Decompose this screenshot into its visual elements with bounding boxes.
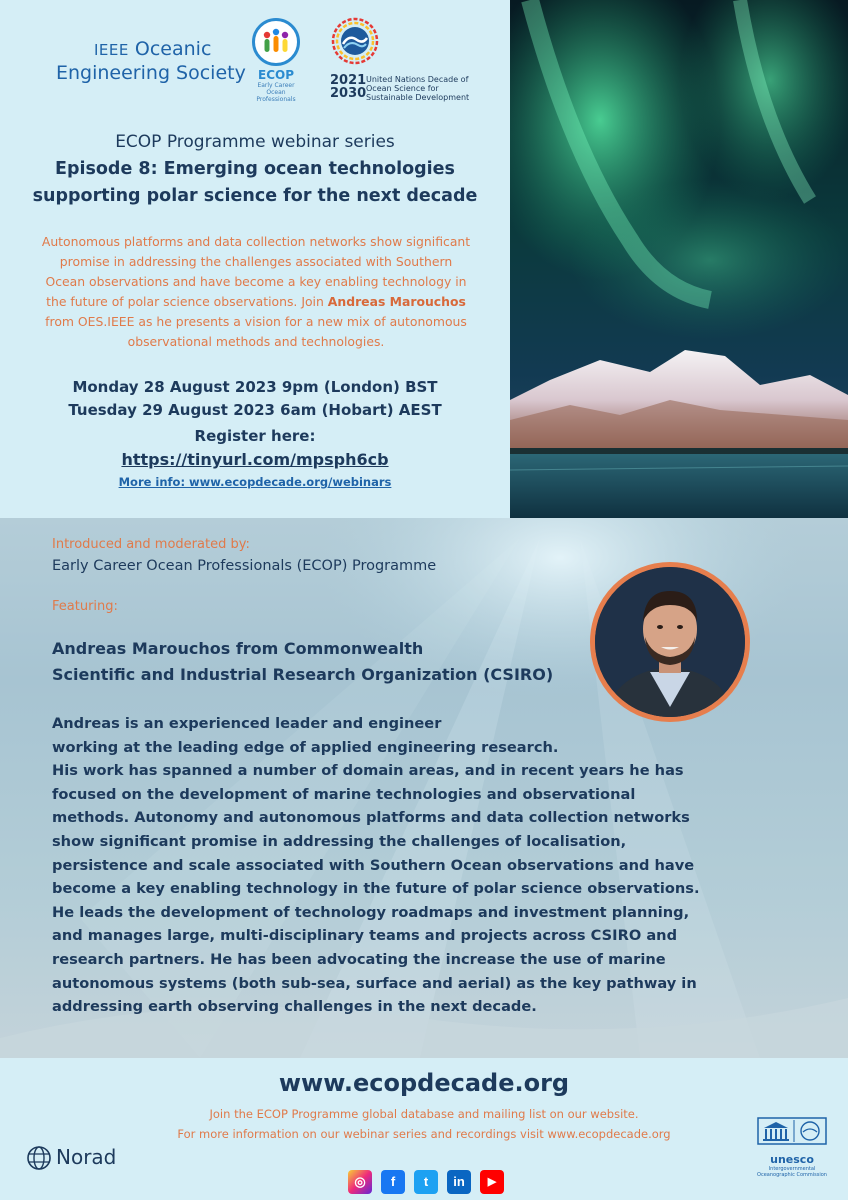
date-london: Monday 28 August 2023 9pm (London) BST [72,378,438,396]
speaker-name: Andreas Marouchos from Commonwealth Scientific and Industrial Research Organization (CSIRO) [52,639,554,684]
date-hobart: Tuesday 29 August 2023 6am (Hobart) AEST [68,401,442,419]
norad-wordmark: Norad [56,1145,117,1169]
un-decade-text: United Nations Decade of Ocean Science for Sustainable Development [366,75,470,102]
event-dates [0,376,510,422]
unesco-wordmark: unesco [770,1153,814,1166]
unesco-ioc-logo [752,1116,832,1196]
register-label: Register here: [194,427,316,445]
featuring-label: Featuring: [52,599,118,614]
join-line: Join the ECOP Programme global database and mailing list on our website. [209,1107,639,1121]
unesco-temple-icon [756,1116,828,1146]
recordings-line: For more information on our webinar series and recordings visit www.ecopdecade.org [177,1127,671,1141]
speaker-bio [52,712,772,1019]
intro-text: Autonomous platforms and data collection networks show significant promise in addressing the challenges associated with Southern Ocean observations and have become a key enabling technology in the future of polar science observations. [41,234,471,309]
youtube-icon[interactable]: ▶ [480,1170,504,1194]
intro-paragraph: Autonomous platforms and data collection networks show significant promise in addressing the challenges associated with Southern Ocean observations and have become a key enabling technology in the future of polar science observations. Join Andreas Marouchos from OES.IEEE as he presents a vision for a new mix of autonomous observational methods and technologies. [41,234,471,349]
ecop-people-icon [252,18,300,66]
ieee-prefix: IEEE [94,41,129,59]
episode-title: Episode 8: Emerging ocean technologies supporting polar science for the next decade [32,159,478,206]
header-section [0,0,848,518]
speaker-highlight: Andreas Marouchos [327,294,466,309]
footer-section [0,1058,848,1200]
header-text-panel [0,0,510,518]
linkedin-icon[interactable]: in [447,1170,471,1194]
un-ocean-decade-logo [330,16,480,106]
speaker-portrait [590,562,750,722]
footer-info [0,1104,848,1144]
instagram-icon[interactable]: ◎ [348,1170,372,1194]
social-links [348,1170,504,1194]
facebook-icon[interactable]: f [381,1170,405,1194]
speaker-section [0,518,848,1058]
ieee-line1: Oceanic [128,38,212,60]
website-link[interactable]: www.ecopdecade.org [278,1069,570,1097]
webinar-series-title: ECOP Programme webinar series [115,132,395,152]
globe-icon [26,1145,52,1171]
bio-text: Andreas is an experienced leader and engineer working at the leading edge of applied engineering research. His work has spanned a number of domain areas, and in recent years he has focused on the development of marine technologies and observational methods. Autonomy and autonomous platforms and data collection networks show significant promise in addressing the challenges of localisation, persistence and scale associated with Southern Ocean observations and have become a key enabling technology in the future of polar science observations. He leads the development of technology roadmaps and investment planning, and manages large, multi-disciplinary teams and projects across CSIRO and research partners. He has been advocating the increase the use of marine autonomous systems (both sub-sea, surface and aerial) as the key pathway in addressing earth observing challenges in the next decade. [52,715,700,1016]
ioc-text: Intergovernmental Oceanographic Commission [757,1166,827,1178]
twitter-icon[interactable]: t [414,1170,438,1194]
register-link[interactable]: https://tinyurl.com/mpsph6cb [121,450,389,469]
ieee-line2: Engineering Society [56,62,246,84]
introduced-label: Introduced and moderated by: [52,537,250,552]
ecop-name: ECOP [258,68,294,82]
ecop-logo [248,18,304,102]
norad-logo [26,1140,136,1176]
more-info-link[interactable]: More info: www.ecopdecade.org/webinars [118,475,392,489]
moderator-name: Early Career Ocean Professionals (ECOP) Programme [52,558,437,574]
ocean-decade-wave-icon [330,16,380,66]
un-years: 2021 2030 [330,73,367,101]
ecop-subtitle: Early Career Ocean Professionals [256,82,296,103]
ieee-oes-logo [56,38,246,85]
aurora-mountain-photo [510,0,848,518]
